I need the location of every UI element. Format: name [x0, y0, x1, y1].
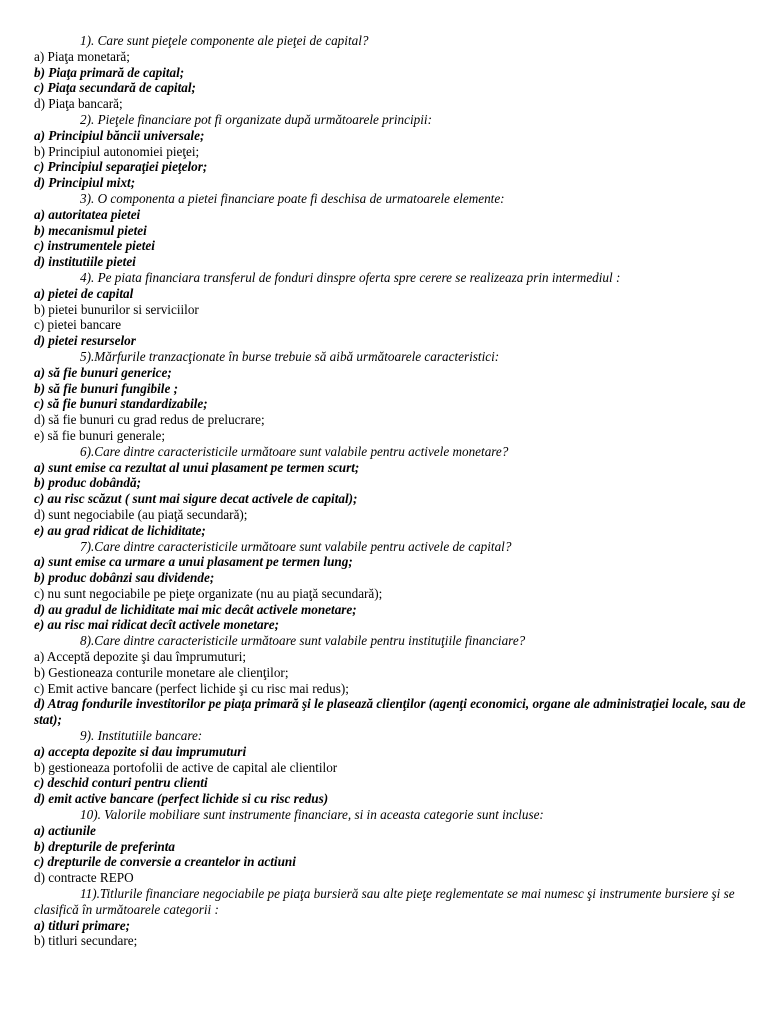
question-text: 5).Mărfurile tranzacţionate în burse trebuie să aibă următoarele caracteristici:	[80, 348, 500, 364]
answer-option-correct: c) deschid conturi pentru clienti	[34, 775, 208, 791]
answer-option-correct: b) Piaţa primară de capital;	[34, 64, 185, 80]
answer-option: c) pietei bancare	[34, 317, 122, 333]
answer-option: a) Piaţa monetară;	[34, 48, 130, 64]
answer-option-correct: d) institutiile pietei	[34, 254, 136, 270]
question-text: 8).Care dintre caracteristicile următoare sunt valabile pentru instituţiile financiare?	[80, 633, 526, 649]
answer-option-correct: a) Principiul băncii universale;	[34, 127, 205, 143]
answer-option-correct: c) au risc scăzut ( sunt mai sigure decat activele de capital);	[34, 491, 358, 507]
answer-option: a) Acceptă depozite şi dau împrumuturi;	[34, 649, 247, 665]
answer-option-correct: d) au gradul de lichiditate mai mic decât activele monetare;	[34, 601, 357, 617]
answer-option-correct: c) să fie bunuri standardizabile;	[34, 396, 208, 412]
answer-option-correct: a) să fie bunuri generice;	[34, 364, 172, 380]
question-text: 4). Pe piata financiara transferul de fonduri dinspre oferta spre cerere se realizeaza prin intermediul :	[80, 269, 621, 285]
question-text: 1). Care sunt pieţele componente ale pieţei de capital?	[80, 33, 369, 48]
answer-option-correct: d) Principiul mixt;	[34, 175, 136, 191]
answer-option-correct: a) titluri primare;	[34, 917, 130, 933]
answer-option-correct: b) produc dobânzi sau dividende;	[34, 570, 215, 586]
question-text: 7).Care dintre caracteristicile următoare sunt valabile pentru activele de capital?	[80, 538, 512, 554]
question-text: 11).Titlurile financiare negociabile pe piaţa bursieră sau alte pieţe reglementate se mai numesc şi instrumente bursiere şi se clasifică în următoarele categorii :	[34, 886, 735, 917]
answer-option-correct: b) mecanismul pietei	[34, 222, 147, 238]
answer-option-correct: c) instrumentele pietei	[34, 238, 155, 254]
question-text: 3). O componenta a pietei financiare poate fi deschisa de urmatoarele elemente:	[80, 190, 505, 206]
answer-option-correct: d) Atrag fondurile investitorilor pe piaţa primară şi le plasează clienţilor (agenţi economici, organe ale administraţiei locale, sau de stat);	[34, 696, 746, 728]
answer-option: d) să fie bunuri cu grad redus de prelucrare;	[34, 412, 265, 428]
answer-option: c) nu sunt negociabile pe pieţe organizate (nu au piaţă secundară);	[34, 585, 383, 601]
question-text: 10). Valorile mobiliare sunt instrumente financiare, si in aceasta categorie sunt incluse:	[80, 807, 544, 823]
answer-option-correct: a) actiunile	[34, 822, 96, 838]
answer-option: d) contracte REPO	[34, 870, 134, 886]
answer-option-correct: d) emit active bancare (perfect lichide si cu risc redus)	[34, 791, 329, 807]
answer-option-correct: d) pietei resurselor	[34, 333, 136, 349]
answer-option-correct: c) Piaţa secundară de capital;	[34, 80, 196, 96]
answer-option-correct: a) accepta depozite si dau imprumuturi	[34, 743, 247, 759]
answer-option-correct: b) să fie bunuri fungibile ;	[34, 380, 178, 396]
answer-option-correct: a) autoritatea pietei	[34, 206, 141, 222]
answer-option: d) Piaţa bancară;	[34, 96, 123, 112]
answer-option: b) Gestioneaza conturile monetare ale clienţilor;	[34, 664, 289, 680]
question-text: 9). Institutiile bancare:	[80, 728, 203, 744]
answer-option: b) Principiul autonomiei pieţei;	[34, 143, 200, 159]
answer-option-correct: a) sunt emise ca rezultat al unui plasament pe termen scurt;	[34, 459, 360, 475]
answer-option-correct: a) sunt emise ca urmare a unui plasament pe termen lung;	[34, 554, 353, 570]
question-text: 6).Care dintre caracteristicile următoare sunt valabile pentru activele monetare?	[80, 443, 509, 459]
answer-option-correct: b) drepturile de preferinta	[34, 838, 176, 854]
answer-option-correct: c) Principiul separaţiei pieţelor;	[34, 159, 208, 175]
answer-option: b) pietei bunurilor si serviciilor	[34, 301, 199, 317]
answer-option-correct: e) au grad ridicat de lichiditate;	[34, 522, 206, 538]
answer-option-correct: b) produc dobândă;	[34, 475, 141, 491]
answer-option: e) să fie bunuri generale;	[34, 427, 166, 443]
answer-option-correct: c) drepturile de conversie a creantelor in actiuni	[34, 854, 296, 870]
answer-option: d) sunt negociabile (au piaţă secundară);	[34, 506, 248, 522]
answer-option-correct: e) au risc mai ridicat decît activele monetare;	[34, 617, 280, 633]
answer-option: c) Emit active bancare (perfect lichide şi cu risc mai redus);	[34, 680, 349, 696]
answer-option-correct: a) pietei de capital	[34, 285, 134, 301]
answer-option: b) gestioneaza portofolii de active de capital ale clientilor	[34, 759, 338, 775]
answer-option: b) titluri secundare;	[34, 933, 138, 949]
question-text: 2). Pieţele financiare pot fi organizate după următoarele principii:	[80, 111, 432, 127]
